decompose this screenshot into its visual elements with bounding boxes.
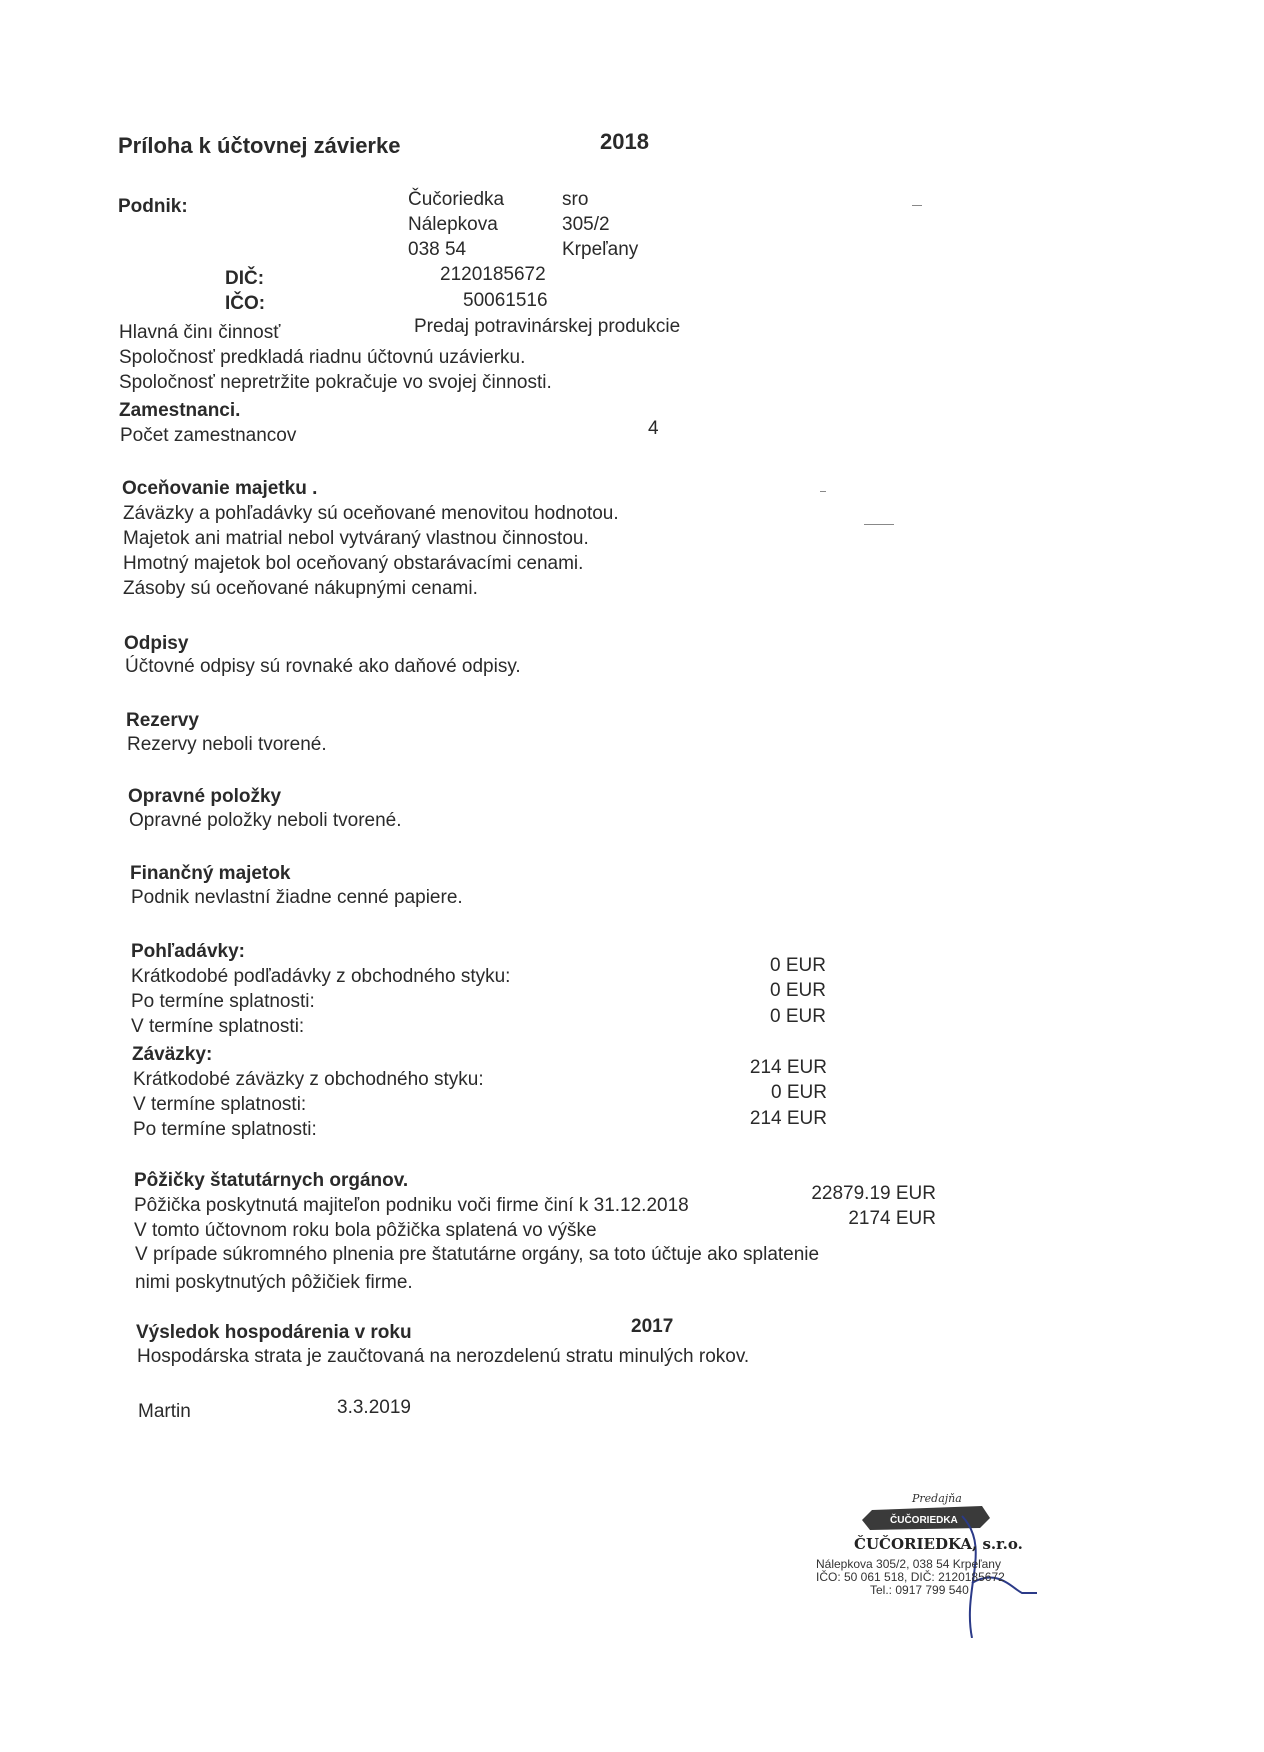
company-name: Čučoriedka — [408, 189, 505, 210]
ico-label: IČO: — [225, 293, 266, 314]
loans-line-3: V prípade súkromného plnenia pre štatutárne orgány, sa toto účtuje ako splatenie — [135, 1244, 820, 1265]
scan-speck — [820, 491, 826, 492]
adjustments-heading: Opravné položky — [128, 786, 282, 807]
receivables-row-2-label: Po termíne splatnosti: — [131, 991, 315, 1012]
depreciation-heading: Odpisy — [124, 633, 189, 654]
receivables-row-3-value: 0 EUR — [770, 1006, 826, 1027]
liabilities-row-3-value: 214 EUR — [749, 1108, 827, 1129]
valuation-line-2: Majetok ani matrial nebol vytváraný vlastnou činnostou. — [123, 528, 589, 549]
financial-assets-text: Podnik nevlastní žiadne cenné papiere. — [131, 887, 463, 908]
liabilities-row-1-label: Krátkodobé záväzky z obchodného styku: — [133, 1069, 484, 1090]
result-text: Hospodárska strata je zaučtovaná na nerozdelenú stratu minulých rokov. — [137, 1346, 750, 1367]
loans-value-1: 22879.19 EUR — [811, 1183, 936, 1204]
receivables-row-1-value: 0 EUR — [770, 955, 826, 976]
stamp-phone: Tel.: 0917 799 540 — [870, 1583, 969, 1597]
dic-label: DIČ: — [225, 268, 265, 289]
receivables-row-1-label: Krátkodobé podľadávky z obchodného styku: — [131, 966, 511, 987]
valuation-line-4: Zásoby sú oceňované nákupnými cenami. — [123, 578, 478, 599]
dic-value: 2120185672 — [440, 264, 546, 285]
employees-heading: Zamestnanci. — [119, 400, 241, 421]
signature-date: 3.3.2019 — [337, 1397, 411, 1418]
receivables-row-3-label: V termíne splatnosti: — [131, 1016, 305, 1037]
valuation-line-3: Hmotný majetok bol oceňovaný obstarávacími cenami. — [123, 553, 584, 574]
result-year: 2017 — [631, 1316, 674, 1337]
scan-speck — [864, 524, 894, 525]
depreciation-text: Účtovné odpisy sú rovnaké ako daňové odpisy. — [125, 656, 521, 677]
loans-line-1: Pôžička poskytnutá majiteľon podniku voči firme činí k 31.12.2018 — [134, 1195, 689, 1216]
reserves-heading: Rezervy — [126, 710, 199, 731]
reserves-text: Rezervy neboli tvorené. — [127, 734, 327, 755]
result-heading: Výsledok hospodárenia v roku — [136, 1322, 412, 1343]
receivables-heading: Pohľadávky: — [131, 941, 245, 962]
loans-line-4: nimi poskytnutých pôžičiek firme. — [135, 1272, 413, 1293]
stamp-address: Nálepkova 305/2, 038 54 Krpeľany — [816, 1557, 1001, 1571]
adjustments-text: Opravné položky neboli tvorené. — [129, 810, 402, 831]
scan-speck — [912, 205, 922, 206]
document-title: Príloha k účtovnej závierke — [118, 133, 401, 158]
stamp-name: ČUČORIEDKA, s.r.o. — [854, 1535, 1023, 1553]
receivables-row-2-value: 0 EUR — [770, 980, 826, 1001]
company-street-number: 305/2 — [562, 214, 610, 235]
loans-heading: Pôžičky štatutárnych orgánov. — [134, 1170, 409, 1191]
liabilities-row-2-value: 0 EUR — [771, 1082, 827, 1103]
stamp-script: Predajňa — [912, 1492, 962, 1505]
liabilities-row-2-label: V termíne splatnosti: — [133, 1094, 307, 1115]
ico-value: 50061516 — [463, 290, 548, 311]
document-year: 2018 — [600, 129, 649, 154]
company-zip: 038 54 — [408, 239, 467, 260]
employees-value: 4 — [648, 418, 659, 439]
loans-value-2: 2174 EUR — [848, 1208, 936, 1229]
stamp-banner: ČUČORIEDKA — [890, 1515, 958, 1526]
stamp-ids: IČO: 50 061 518, DIČ: 2120185672 — [816, 1570, 1005, 1584]
valuation-heading: Oceňovanie majetku . — [122, 478, 318, 499]
signature-place: Martin — [138, 1401, 191, 1422]
company-legal-form: sro — [562, 189, 589, 210]
employees-label: Počet zamestnancov — [120, 425, 297, 446]
company-city: Krpeľany — [562, 239, 639, 260]
company-stamp — [812, 1488, 1052, 1638]
activity-label: Hlavná činı činnosť — [119, 322, 281, 343]
company-label: Podnik: — [118, 196, 188, 217]
valuation-line-1: Záväzky a pohľadávky sú oceňované menovitou hodnotou. — [123, 503, 619, 524]
activity-value: Predaj potravinárskej produkcie — [414, 316, 681, 337]
company-note-1: Spoločnosť predkladá riadnu účtovnú uzávierku. — [119, 347, 526, 368]
company-note-2: Spoločnosť nepretržite pokračuje vo svojej činnosti. — [119, 372, 552, 393]
liabilities-heading: Záväzky: — [132, 1044, 213, 1065]
company-street: Nálepkova — [408, 214, 498, 235]
liabilities-row-1-value: 214 EUR — [749, 1057, 827, 1078]
financial-assets-heading: Finančný majetok — [130, 863, 291, 884]
loans-line-2: V tomto účtovnom roku bola pôžička splatená vo výške — [134, 1220, 597, 1241]
liabilities-row-3-label: Po termíne splatnosti: — [133, 1119, 317, 1140]
